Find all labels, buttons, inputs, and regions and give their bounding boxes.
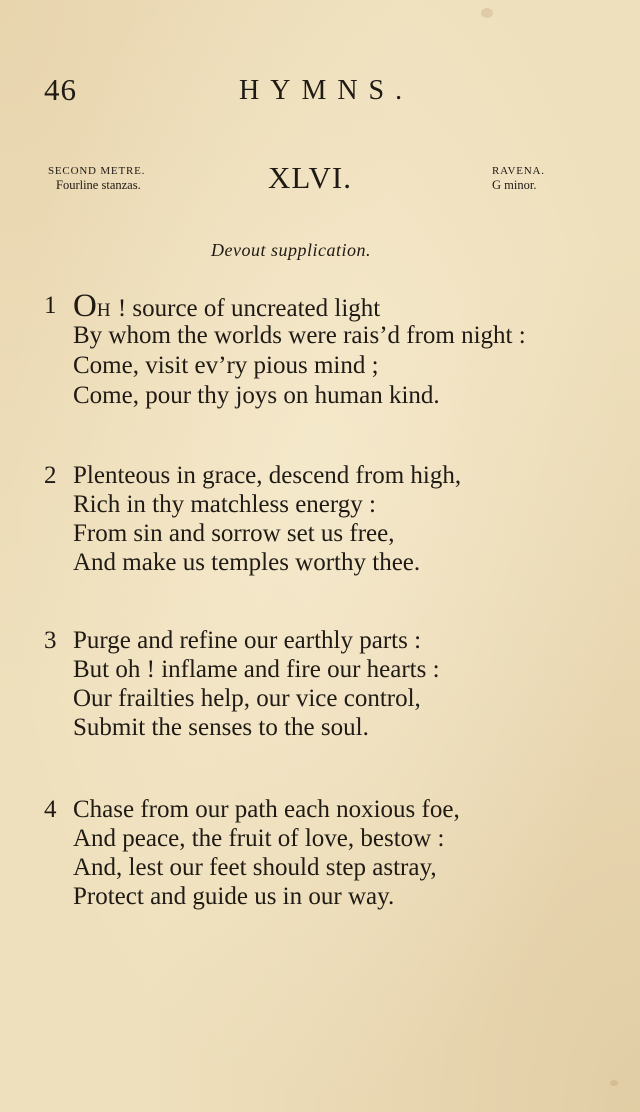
metre-label: SECOND METRE. bbox=[48, 165, 146, 177]
hymn-number: XLVI. bbox=[268, 160, 352, 195]
stanza-number: 1 bbox=[44, 292, 57, 319]
stanza-line: Our frailties help, our vice control, bbox=[73, 685, 421, 712]
stanza-number: 4 bbox=[44, 796, 57, 823]
page-number: 46 bbox=[44, 72, 77, 107]
foxing-spot bbox=[610, 1080, 618, 1086]
stanza-line: By whom the worlds were rais’d from night : bbox=[73, 322, 526, 349]
drop-cap: O bbox=[73, 288, 97, 324]
stanza-line: Come, pour thy joys on human kind. bbox=[73, 382, 440, 409]
running-head: HYMNS. bbox=[239, 75, 414, 106]
stanza-line: Submit the senses to the soul. bbox=[73, 714, 369, 741]
foxing-spot bbox=[481, 8, 493, 18]
stanza-line: From sin and sorrow set us free, bbox=[73, 520, 395, 547]
stanza-line: Plenteous in grace, descend from high, bbox=[73, 462, 462, 489]
stanza-form-label: Fourline stanzas. bbox=[56, 178, 141, 192]
line-text: ! source of uncreated light bbox=[111, 295, 381, 322]
stanza-line: And, lest our feet should step astray, bbox=[73, 854, 437, 881]
hymn-subtitle: Devout supplication. bbox=[211, 240, 371, 260]
stanza-line: Rich in thy matchless energy : bbox=[73, 491, 376, 518]
stanza-line: Chase from our path each noxious foe, bbox=[73, 796, 460, 823]
metre-info bbox=[48, 164, 145, 192]
stanza-line: Come, visit ev’ry pious mind ; bbox=[73, 352, 379, 379]
stanza-line: Purge and refine our earthly parts : bbox=[73, 627, 422, 654]
stanza-number: 3 bbox=[44, 627, 57, 654]
tune-key: G minor. bbox=[492, 178, 537, 192]
tune-info bbox=[492, 164, 545, 192]
stanza-line: But oh ! inflame and fire our hearts : bbox=[73, 656, 440, 683]
small-caps: H bbox=[96, 300, 112, 321]
tune-name: RAVENA. bbox=[492, 165, 545, 177]
stanza-line: Protect and guide us in our way. bbox=[73, 883, 395, 910]
stanza-number: 2 bbox=[44, 462, 57, 489]
stanza-line: And make us temples worthy thee. bbox=[73, 549, 421, 576]
stanza-line: And peace, the fruit of love, bestow : bbox=[73, 825, 445, 852]
